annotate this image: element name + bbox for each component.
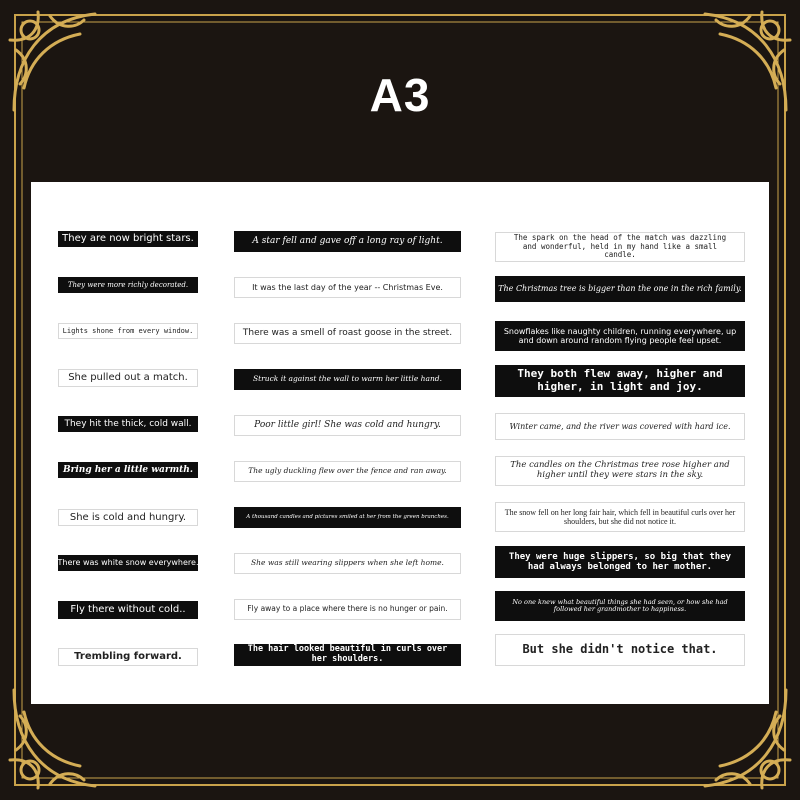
sticker-middle-10: The hair looked beautiful in curls over her shoulders. xyxy=(234,644,461,666)
sticker-sheet xyxy=(31,182,769,704)
sticker-right-4: They both flew away, higher and higher, in light and joy. xyxy=(495,365,745,397)
sticker-middle-3: There was a smell of roast goose in the street. xyxy=(234,323,461,344)
sticker-middle-1: A star fell and gave off a long ray of light. xyxy=(234,231,461,252)
sticker-left-5: They hit the thick, cold wall. xyxy=(58,416,198,432)
page-title: A3 xyxy=(369,69,431,121)
sticker-left-8: There was white snow everywhere. xyxy=(58,555,198,571)
sticker-left-4: She pulled out a match. xyxy=(58,369,198,387)
sticker-left-2: They were more richly decorated. xyxy=(58,277,198,293)
sticker-middle-4: Struck it against the wall to warm her little hand. xyxy=(234,369,461,390)
sticker-middle-2: It was the last day of the year -- Christmas Eve. xyxy=(234,277,461,298)
sticker-right-2: The Christmas tree is bigger than the one in the rich family. xyxy=(495,276,745,302)
sticker-right-1: The spark on the head of the match was dazzling and wonderful, held in my hand like a small candle. xyxy=(495,232,745,262)
sticker-left-7: She is cold and hungry. xyxy=(58,509,198,526)
sticker-right-8: They were huge slippers, so big that they had always belonged to her mother. xyxy=(495,546,745,578)
sticker-left-6: Bring her a little warmth. xyxy=(58,462,198,478)
sticker-left-9: Fly there without cold.. xyxy=(58,601,198,619)
sticker-left-10: Trembling forward. xyxy=(58,648,198,666)
sticker-right-3: Snowflakes like naughty children, running everywhere, up and down around random flying people feel upset. xyxy=(495,321,745,351)
sticker-right-7: The snow fell on her long fair hair, which fell in beautiful curls over her shoulders, but she did not notice it. xyxy=(495,502,745,532)
sticker-middle-6: The ugly duckling flew over the fence and ran away. xyxy=(234,461,461,482)
sticker-right-5: Winter came, and the river was covered with hard ice. xyxy=(495,413,745,440)
sticker-middle-5: Poor little girl! She was cold and hungry. xyxy=(234,415,461,436)
sticker-right-9: No one knew what beautiful things she had seen, or how she had followed her grandmother to happiness. xyxy=(495,591,745,621)
sticker-left-1: They are now bright stars. xyxy=(58,231,198,247)
sticker-middle-7: A thousand candles and pictures smiled at her from the green branches. xyxy=(234,507,461,528)
sticker-middle-8: She was still wearing slippers when she left home. xyxy=(234,553,461,574)
sticker-left-3: Lights shone from every window. xyxy=(58,323,198,339)
sticker-right-10: But she didn't notice that. xyxy=(495,634,745,666)
sticker-right-6: The candles on the Christmas tree rose higher and higher until they were stars in the sky. xyxy=(495,456,745,486)
sticker-middle-9: Fly away to a place where there is no hunger or pain. xyxy=(234,599,461,620)
